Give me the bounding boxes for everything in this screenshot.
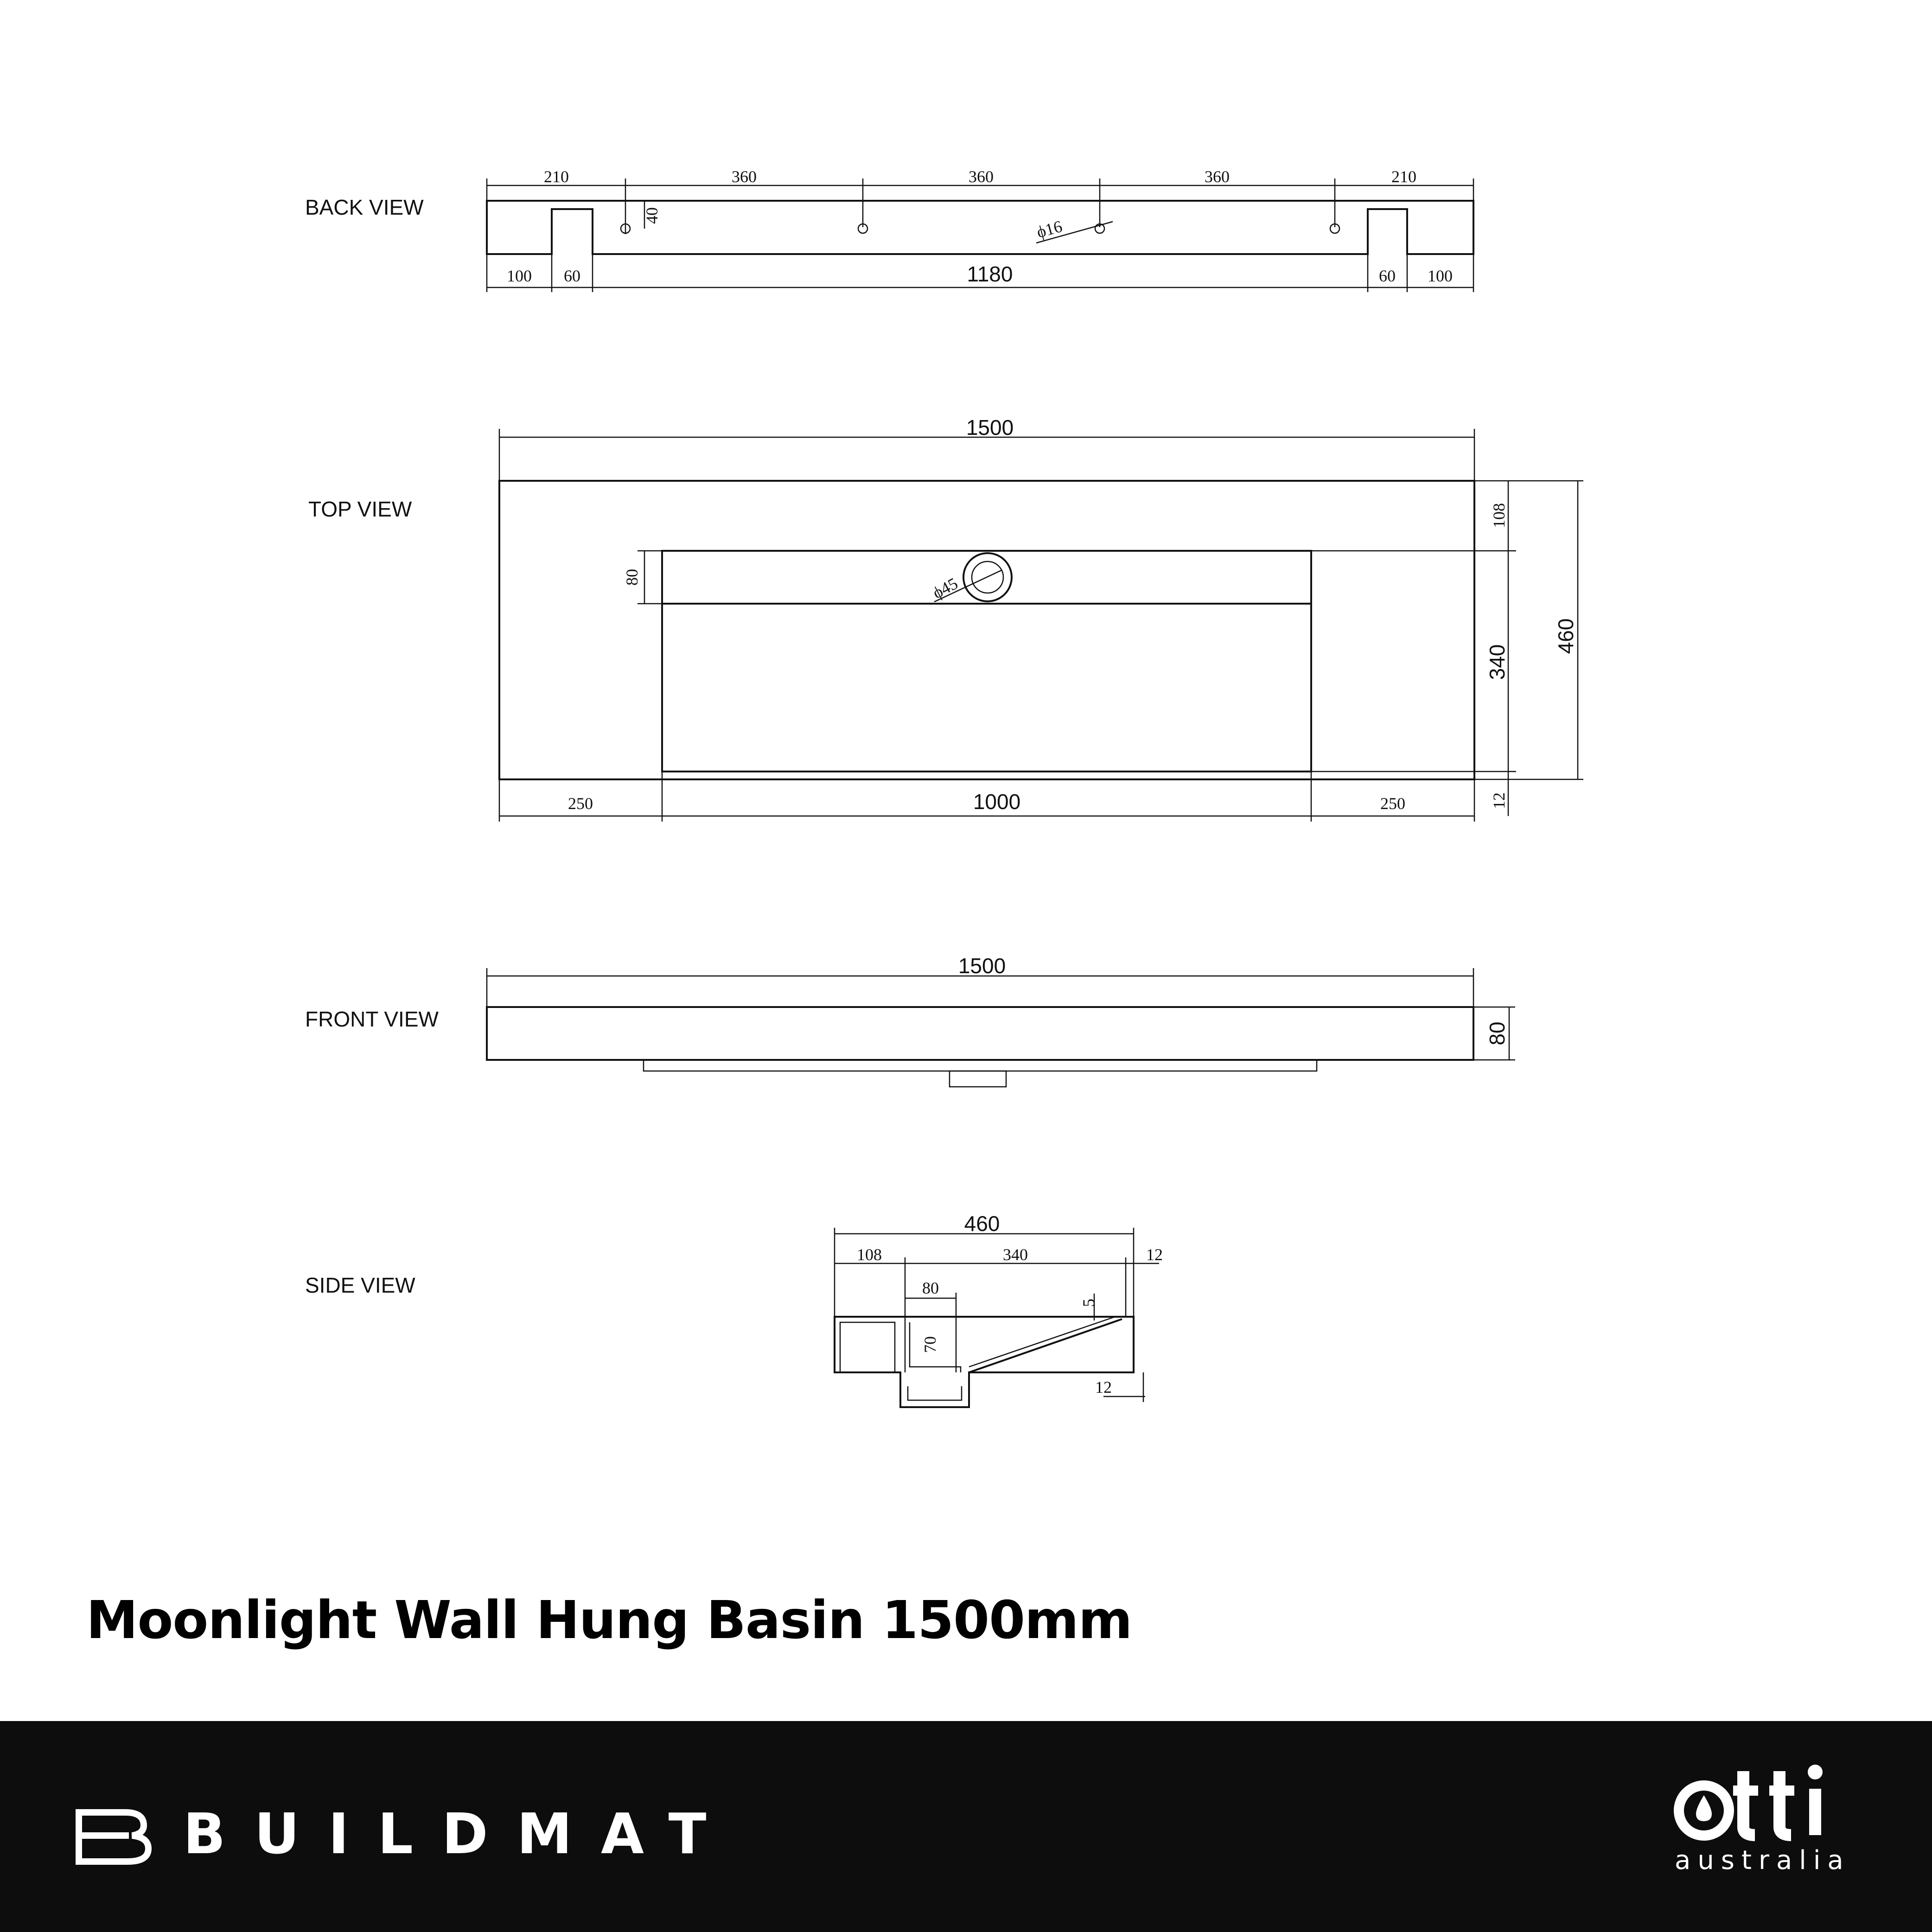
buildmat-logo-icon <box>74 1807 155 1865</box>
side-dim-bowl: 340 <box>1003 1245 1028 1264</box>
back-view-label: BACK VIEW <box>305 195 424 219</box>
front-view <box>305 954 1515 1087</box>
bowl-outline <box>662 551 1311 772</box>
side-dim-channel-width: 80 <box>922 1279 939 1297</box>
side-view <box>305 1211 1163 1407</box>
back-dim-60-right: 60 <box>1379 267 1396 285</box>
top-view-label: TOP VIEW <box>308 497 412 521</box>
buildmat-wordmark: BUILDMAT <box>183 1802 735 1867</box>
top-dim-1000: 1000 <box>973 790 1021 814</box>
back-view <box>305 167 1473 292</box>
back-dim-210-left: 210 <box>544 167 569 186</box>
back-dim-100-left: 100 <box>507 267 532 285</box>
side-bowl-slope <box>969 1319 1122 1372</box>
top-dim-250-left: 250 <box>568 794 593 813</box>
back-dim-100-right: 100 <box>1428 267 1453 285</box>
back-view-outline <box>487 201 1473 254</box>
top-dim-overall-width: 1500 <box>966 415 1014 440</box>
top-dim-overall-depth: 460 <box>1554 618 1578 654</box>
front-view-label: FRONT VIEW <box>305 1007 439 1031</box>
back-dim-hole-offset: 40 <box>643 207 661 224</box>
side-dim-front-rim: 12 <box>1146 1245 1163 1264</box>
side-view-label: SIDE VIEW <box>305 1273 415 1297</box>
back-dim-hole-diameter: ϕ16 <box>1034 217 1065 242</box>
side-dim-back: 108 <box>857 1245 882 1264</box>
front-slab-outline <box>487 1007 1473 1060</box>
top-dim-250-right: 250 <box>1380 794 1405 813</box>
side-dim-rim: 12 <box>1095 1378 1112 1396</box>
top-dim-channel-depth: 80 <box>623 569 641 586</box>
back-dim-360-a: 360 <box>732 167 757 186</box>
top-view <box>308 415 1583 822</box>
top-dim-waste-diameter: ϕ45 <box>929 574 961 603</box>
top-dim-depth-front: 12 <box>1490 792 1508 809</box>
back-dim-360-c: 360 <box>1205 167 1230 186</box>
side-waste-spigot <box>908 1386 962 1400</box>
front-dim-overall-width: 1500 <box>958 954 1006 978</box>
footer-bar <box>0 1721 1932 1932</box>
basin-top-outline <box>499 481 1474 779</box>
product-title: Moonlight Wall Hung Basin 1500mm <box>86 1590 1132 1651</box>
side-dim-overall-depth: 460 <box>964 1211 1000 1236</box>
otti-logo <box>1674 1762 1850 1845</box>
otti-wordmark-graphic <box>1674 1762 1850 1843</box>
top-dim-depth-back: 108 <box>1490 503 1508 528</box>
front-dim-height: 80 <box>1485 1021 1509 1046</box>
back-dim-360-b: 360 <box>969 167 994 186</box>
side-back-chamber <box>840 1322 895 1372</box>
back-dim-210-right: 210 <box>1391 167 1416 186</box>
side-dim-fall: 5 <box>1079 1299 1098 1307</box>
front-waste-outlet <box>950 1071 1006 1087</box>
back-dim-60-left: 60 <box>564 267 580 285</box>
otti-subtitle: australia <box>1675 1845 1850 1875</box>
front-bowl-underside <box>644 1060 1317 1071</box>
top-dim-depth-bowl: 340 <box>1485 644 1509 680</box>
side-dim-channel-depth: 70 <box>921 1336 939 1353</box>
back-dim-1180: 1180 <box>967 262 1013 286</box>
